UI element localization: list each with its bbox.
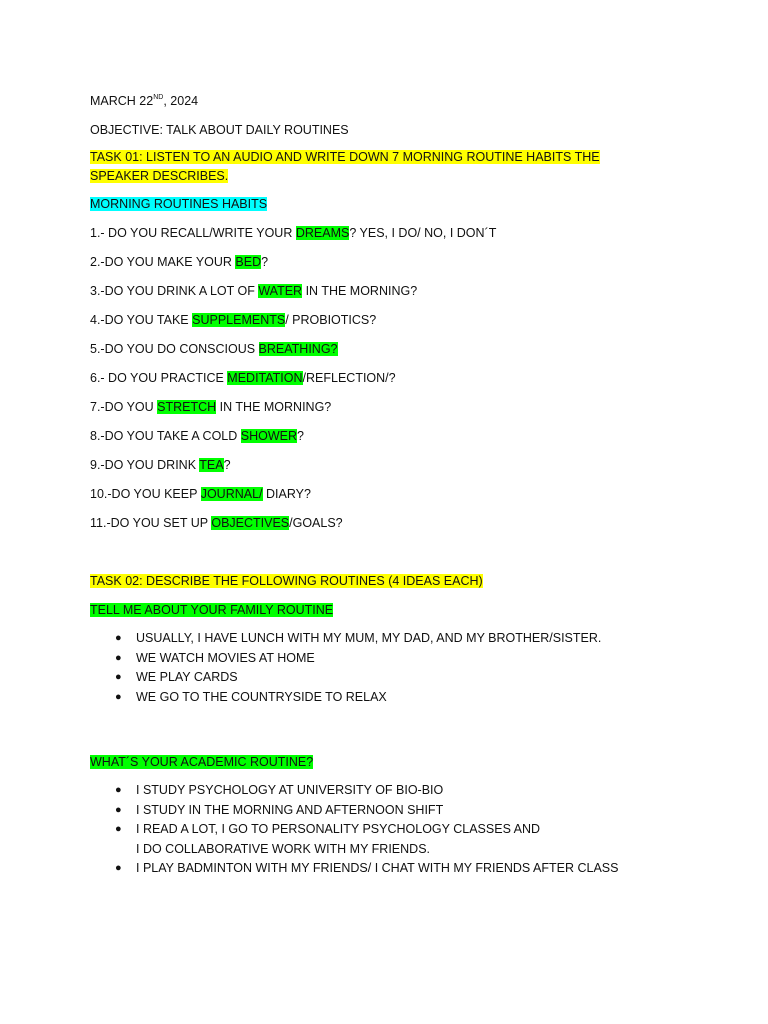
academic-heading: WHAT´S YOUR ACADEMIC ROUTINE? — [90, 755, 314, 769]
question-text: 1.- DO YOU RECALL/WRITE YOUR — [90, 226, 296, 240]
question-list — [90, 225, 690, 531]
question-highlight: BED — [235, 255, 262, 269]
question-text: 11.-DO YOU SET UP — [90, 516, 212, 530]
bullet-icon: ● — [115, 862, 122, 874]
question-item — [90, 341, 690, 357]
question-highlight: STRETCH — [157, 400, 217, 414]
question-text: 10.-DO YOU KEEP — [90, 487, 201, 501]
question-item — [90, 428, 690, 444]
question-highlight: WATER — [258, 284, 303, 298]
question-highlight: JOURNAL/ — [200, 487, 263, 501]
list-item-text: I READ A LOT, I GO TO PERSONALITY PSYCHOLOGY CLASSES AND — [136, 822, 541, 836]
question-suffix: / PROBIOTICS? — [285, 313, 377, 327]
question-suffix: ? — [261, 255, 269, 269]
question-suffix: ? — [223, 458, 231, 472]
question-text: 6.- DO YOU PRACTICE — [90, 371, 228, 385]
family-routine-list — [90, 629, 690, 707]
list-item-text-continued: I DO COLLABORATIVE WORK WITH MY FRIENDS. — [136, 841, 431, 856]
objective-line: OBJECTIVE: TALK ABOUT DAILY ROUTINES — [90, 123, 349, 137]
bullet-icon: ● — [115, 671, 122, 683]
question-highlight: SUPPLEMENTS — [192, 313, 286, 327]
family-heading: TELL ME ABOUT YOUR FAMILY ROUTINE — [90, 603, 334, 617]
list-item — [90, 801, 690, 821]
question-suffix: DIARY? — [262, 487, 311, 501]
list-item-text: WE WATCH MOVIES AT HOME — [136, 650, 315, 665]
task1-text: TASK 01: LISTEN TO AN AUDIO AND WRITE DOWN 7 MORNING ROUTINE HABITS THE SPEAKER DESCRIBES. — [90, 150, 600, 183]
question-item — [90, 370, 690, 386]
question-suffix: IN THE MORNING? — [216, 400, 332, 414]
question-highlight: TEA — [199, 458, 224, 472]
question-text: 8.-DO YOU TAKE A COLD — [90, 429, 241, 443]
question-suffix: ? YES, I DO/ NO, I DON´T — [349, 226, 497, 240]
question-item — [90, 225, 690, 241]
list-item — [90, 649, 690, 669]
academic-routine-list — [90, 781, 690, 879]
bullet-icon: ● — [115, 803, 122, 816]
bullet-icon: ● — [115, 784, 122, 796]
question-highlight: MEDITATION — [227, 371, 303, 385]
list-item — [90, 629, 690, 649]
question-text: 7.-DO YOU — [90, 400, 158, 414]
list-item — [90, 859, 690, 879]
question-item — [90, 312, 690, 328]
question-highlight: OBJECTIVES — [211, 516, 290, 530]
question-text: 5.-DO YOU DO CONSCIOUS — [90, 342, 259, 356]
task1-instruction — [90, 148, 630, 186]
list-item-text: USUALLY, I HAVE LUNCH WITH MY MUM, MY DAD, AND MY BROTHER/SISTER. — [136, 631, 602, 645]
list-item — [90, 820, 690, 859]
question-suffix: ? — [297, 429, 304, 443]
question-text: 3.-DO YOU DRINK A LOT OF — [90, 284, 259, 298]
habits-heading: MORNING ROUTINES HABITS — [90, 197, 268, 211]
question-item — [90, 515, 690, 531]
question-suffix: /REFLECTION/? — [302, 371, 396, 385]
bullet-icon: ● — [115, 690, 122, 703]
list-item — [90, 688, 690, 708]
list-item — [90, 781, 690, 801]
question-suffix: /GOALS? — [289, 516, 343, 530]
document-page — [90, 93, 690, 879]
question-item — [90, 486, 690, 502]
date-ordinal: ND — [153, 94, 164, 101]
bullet-icon: ● — [115, 651, 122, 664]
question-item — [90, 457, 690, 473]
list-item-text: I STUDY IN THE MORNING AND AFTERNOON SHIFT — [136, 802, 444, 817]
date-year: , 2024 — [163, 94, 199, 108]
bullet-icon: ● — [115, 632, 122, 644]
list-item-text: I PLAY BADMINTON WITH MY FRIENDS/ I CHAT WITH MY FRIENDS AFTER CLASS — [136, 861, 619, 875]
question-suffix: IN THE MORNING? — [302, 284, 418, 298]
question-highlight: BREATHING? — [258, 342, 338, 356]
question-highlight: DREAMS — [295, 226, 350, 240]
task2-instruction: TASK 02: DESCRIBE THE FOLLOWING ROUTINES (4 IDEAS EACH) — [90, 574, 483, 588]
question-item — [90, 283, 690, 299]
list-item — [90, 668, 690, 688]
question-text: 4.-DO YOU TAKE — [90, 313, 193, 327]
question-item — [90, 399, 690, 415]
question-text: 9.-DO YOU DRINK — [90, 458, 200, 472]
date-month-day: MARCH 22 — [90, 94, 154, 108]
question-highlight: SHOWER — [240, 429, 297, 443]
question-item — [90, 254, 690, 270]
date-line — [90, 93, 690, 109]
list-item-text: I STUDY PSYCHOLOGY AT UNIVERSITY OF BIO-BIO — [136, 783, 444, 797]
bullet-icon: ● — [115, 823, 122, 835]
list-item-text: WE GO TO THE COUNTRYSIDE TO RELAX — [136, 689, 387, 704]
question-text: 2.-DO YOU MAKE YOUR — [90, 255, 236, 269]
list-item-text: WE PLAY CARDS — [136, 670, 238, 684]
